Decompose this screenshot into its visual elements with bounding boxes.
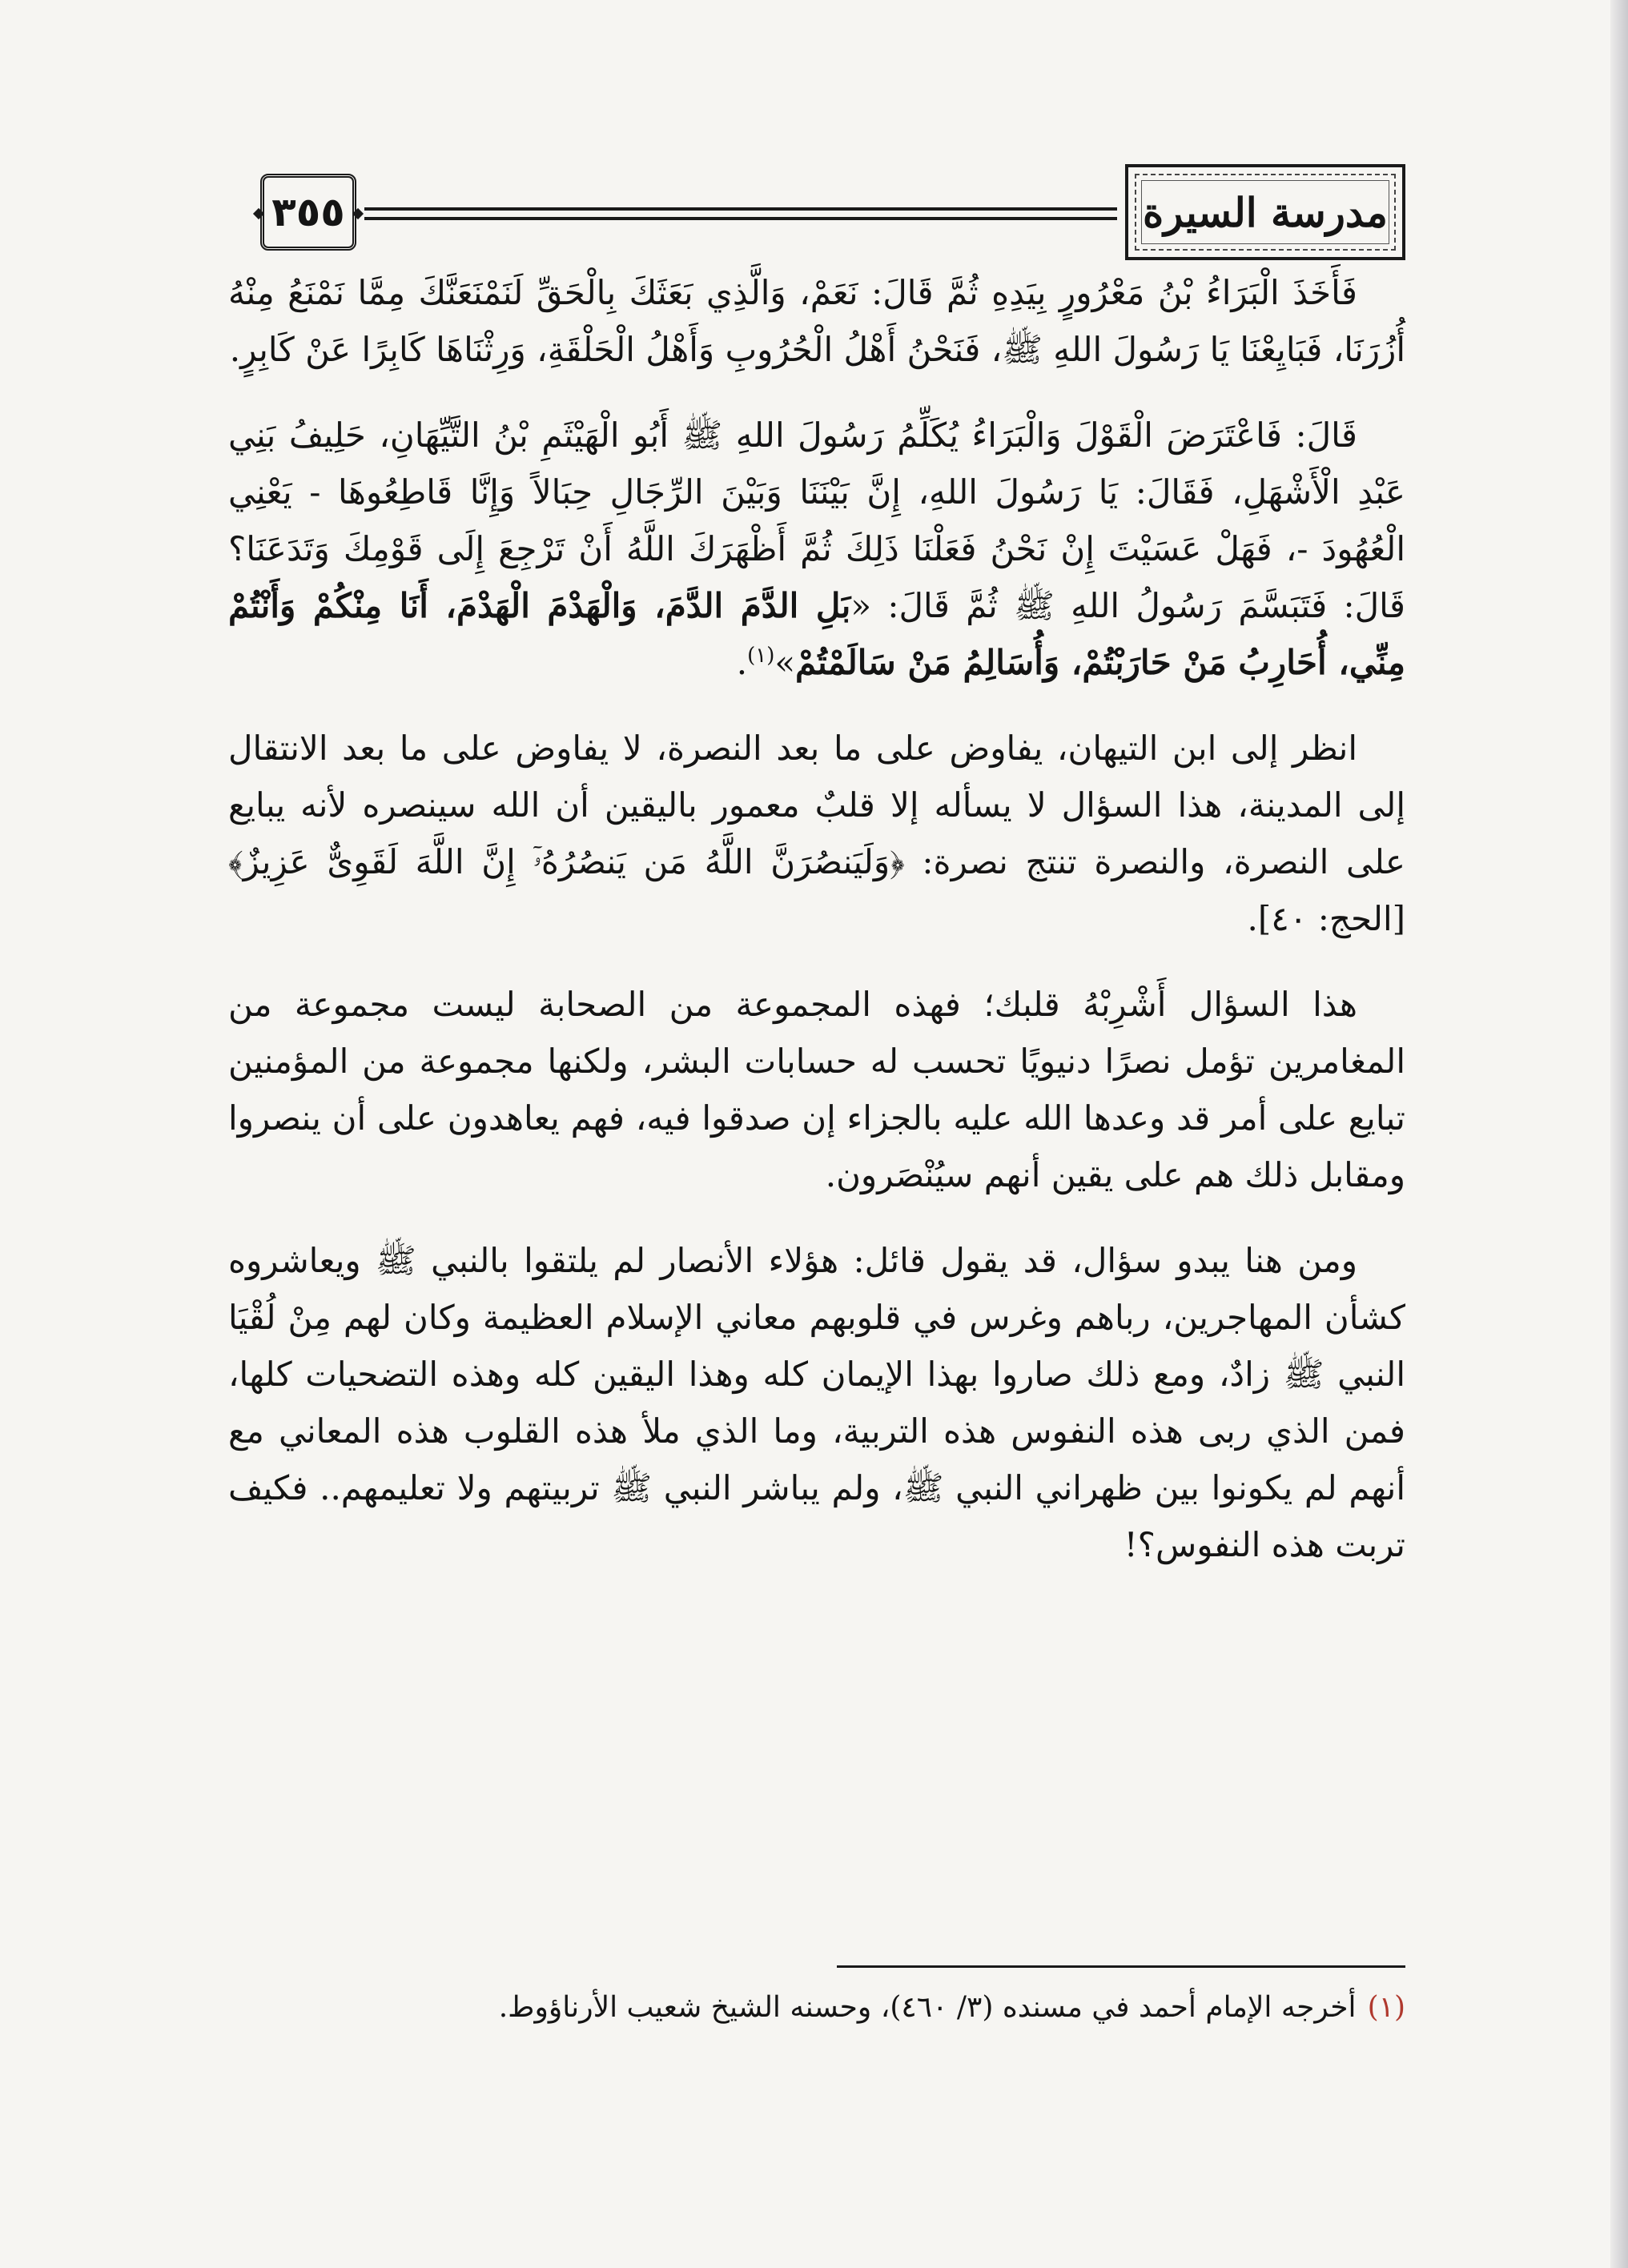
paragraph-end: . xyxy=(736,643,748,682)
footnote-number: (١) xyxy=(1367,1991,1405,2024)
page-edge-shadow xyxy=(1610,0,1628,2268)
hadith-quote-bold: بَلِ الدَّمَ الدَّمَ، وَالْهَدْمَ الْهَدْمَ، أَنَا مِنْكُمْ وَأَنْتُمْ مِنِّي، أُحَارِبُ مَنْ حَارَبْتُمْ، وَأُسَالِمُ مَنْ سَالَمْتُمْ xyxy=(228,586,1405,682)
paragraph xyxy=(228,407,1405,691)
paragraph: انظر إلى ابن التيهان، يفاوض على ما بعد النصرة، لا يفاوض على ما بعد الانتقال إلى المدينة، هذا السؤال لا يسأله إلا قلبٌ معمور باليقين أن الله سينصره لأنه يبايع على النصرة، والنصرة تنتج نصرة: ﴿وَلَيَنصُرَنَّ اللَّهُ مَن يَنصُرُهُۥٓ إِنَّ اللَّهَ لَقَوِىٌّ عَزِيزٌ﴾ [الحج: ٤٠]. xyxy=(228,729,1405,938)
page-number: ٣٥٥ xyxy=(271,189,345,235)
paragraph-text: قَالَ: فَاعْتَرَضَ الْقَوْلَ وَالْبَرَاءُ يُكَلِّمُ رَسُولَ اللهِ ﷺ أَبُو الْهَيْثَمِ بْنُ التَّيِّهَانِ، حَلِيفُ بَنِي عَبْدِ الْأَشْهَلِ، فَقَالَ: يَا رَسُولَ اللهِ، إِنَّ بَيْنَنَا وَبَيْنَ الرِّجَالِ حِبَالاً وَإِنَّا قَاطِعُوهَا - يَعْنِي الْعُهُودَ -، فَهَلْ عَسَيْتَ إِنْ نَحْنُ فَعَلْنَا ذَلِكَ ثُمَّ أَظْهَرَكَ اللَّهُ أَنْ تَرْجِعَ إِلَى قَوْمِكَ وَتَدَعَنَا؟ قَالَ: فَتَبَسَّمَ رَسُولُ اللهِ ﷺ ثُمَّ قَالَ: « xyxy=(228,415,1406,625)
paragraph: ومن هنا يبدو سؤال، قد يقول قائل: هؤلاء الأنصار لم يلتقوا بالنبي ﷺ ويعاشروه كشأن المهاجرين، رباهم وغرس في قلوبهم معاني الإسلام العظيمة وكان لهم مِنْ لُقْيَا النبي ﷺ زادٌ، ومع ذلك صاروا بهذا الإيمان كله وهذا اليقين كله وهذه التضحيات كلها، فمن الذي ربى هذه النفوس هذه التربية، وما الذي ملأ هذه القلوب هذه المعاني مع أنهم لم يكونوا بين ظهراني النبي ﷺ، ولم يباشر النبي ﷺ تربيتهم ولا تعليمهم.. فكيف تربت هذه النفوس؟! xyxy=(228,1241,1405,1564)
header-rule xyxy=(364,207,1117,211)
header-rule xyxy=(364,217,1117,220)
footnote-marker: (١) xyxy=(747,644,775,668)
quote-close: » xyxy=(774,643,796,682)
paragraph: فَأَخَذَ الْبَرَاءُ بْنُ مَعْرُورٍ بِيَدِهِ ثُمَّ قَالَ: نَعَمْ، وَالَّذِي بَعَثَكَ بِالْحَقِّ لَنَمْنَعَنَّكَ مِمَّا نَمْنَعُ مِنْهُ أُزُرَنَا، فَبَايِعْنَا يَا رَسُولَ اللهِ ﷺ، فَنَحْنُ أَهْلُ الْحُرُوبِ وَأَهْلُ الْحَلْقَةِ، وَرِثْنَاهَا كَابِرًا عَنْ كَابِرٍ. xyxy=(228,273,1405,369)
running-title-frame xyxy=(1125,164,1405,260)
footnote-text: أخرجه الإمام أحمد في مسنده (٣/ ٤٦٠)، وحسنه الشيخ شعيب الأرناؤوط. xyxy=(498,1991,1357,2024)
footnote xyxy=(228,1984,1405,2032)
footnote-separator xyxy=(837,1965,1405,1968)
running-title: مدرسة السيرة xyxy=(1143,188,1388,236)
page-header xyxy=(228,164,1405,260)
page-body xyxy=(228,264,1405,1602)
page-number-frame xyxy=(260,174,356,251)
paragraph: هذا السؤال أَشْرِبْهُ قلبك؛ فهذه المجموعة من الصحابة ليست مجموعة من المغامرين تؤمل نصرًا دنيويًا تحسب له حسابات البشر، ولكنها مجموعة من المؤمنين تبايع على أمر قد وعدها الله عليه بالجزاء إن صدقوا فيه، فهم يعاهدون على أن ينصروا ومقابل ذلك هم على يقين أنهم سيُنْصَرون. xyxy=(228,985,1405,1194)
